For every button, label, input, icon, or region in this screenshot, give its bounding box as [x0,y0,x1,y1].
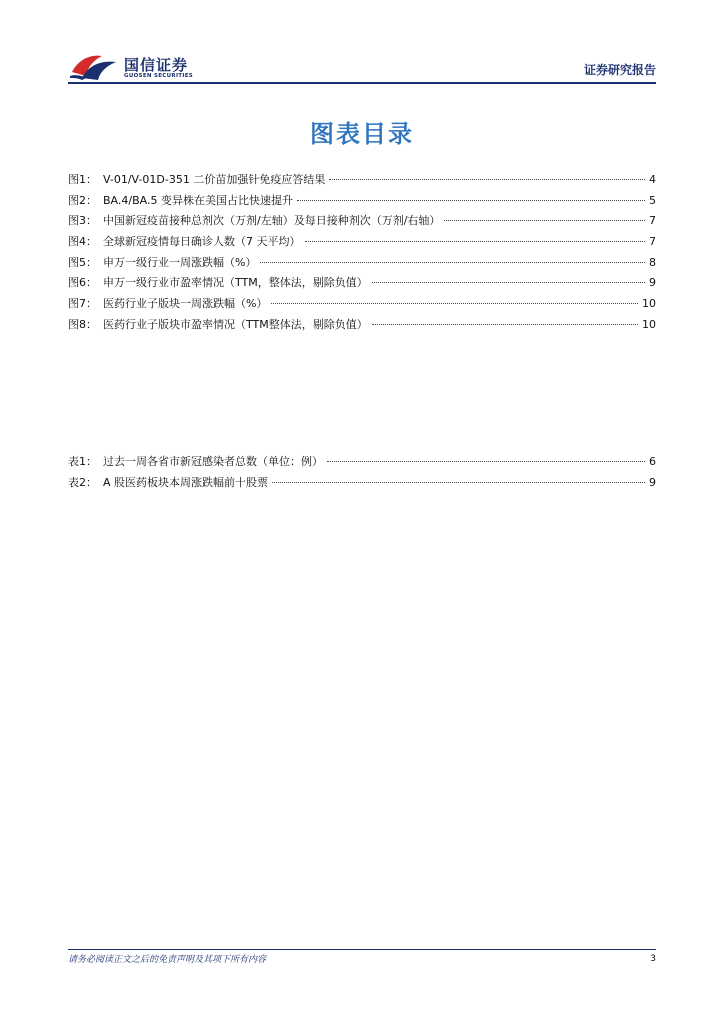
logo-english-name: GUOSEN SECURITIES [124,73,194,79]
toc-leader-dots [372,281,645,283]
toc-entry-label: 图6： [68,276,97,290]
toc-entry[interactable] [68,253,656,274]
toc-entry[interactable] [68,232,656,253]
toc-entry-title: 医药行业子版块一周涨跌幅（%） [103,297,268,311]
toc-entry-label: 图2： [68,193,97,207]
toc-entry-title: V-01/V-01D-351 二价苗加强针免疫应答结果 [103,173,326,186]
toc-entry-title: 中国新冠疫苗接种总剂次（万剂/左轴）及每日接种剂次（万剂/右轴） [103,214,441,228]
toc-entry[interactable] [68,315,656,336]
toc-entry-title: 医药行业子版块市盈率情况（TTM整体法，剔除负值） [103,317,368,331]
toc-entry-title: A 股医药板块本周涨跌幅前十股票 [103,475,269,489]
toc-entry-page: 8 [649,255,656,269]
toc-entry-title: 过去一周各省市新冠感染者总数（单位：例） [103,455,323,468]
toc-entry-page: 10 [642,317,656,331]
header-divider [68,82,656,84]
figures-toc [68,170,656,336]
report-type-label: 证券研究报告 [583,63,656,77]
page-number: 3 [650,954,656,964]
toc-entry-label: 图8： [68,317,97,331]
toc-entry-page: 7 [649,214,656,228]
footer-disclaimer: 请务必阅读正文之后的免责声明及其项下所有内容 [68,955,267,965]
toc-entry-page: 7 [649,235,656,249]
toc-leader-dots [271,302,638,304]
toc-entry-label: 表2： [68,475,97,489]
toc-entry-title: 申万一级行业市盈率情况（TTM，整体法，剔除负值） [103,276,368,290]
toc-entry[interactable] [68,191,656,212]
toc-entry-page: 9 [649,475,656,489]
toc-leader-dots [260,261,645,263]
logo-chinese-name: 国信证券 [124,56,189,74]
toc-entry-page: 5 [649,193,656,207]
footer-divider [68,949,656,950]
page-title: 图表目录 [310,120,414,148]
toc-entry[interactable] [68,170,656,191]
page-header [68,50,656,84]
guosen-logo [68,50,218,84]
guosen-logo-mark-icon [68,50,120,82]
toc-entry[interactable] [68,294,656,315]
toc-entry-page: 6 [649,455,656,468]
toc-entry-title: 全球新冠疫情每日确诊人数（7 天平均） [103,235,301,249]
toc-leader-dots [297,199,645,201]
toc-entry-label: 图1： [68,173,97,186]
toc-entry-title: BA.4/BA.5 变异株在美国占比快速提升 [103,193,293,207]
tables-toc [68,452,656,493]
toc-leader-dots [327,460,645,462]
toc-entry-title: 申万一级行业一周涨跌幅（%） [103,255,257,269]
toc-leader-dots [272,481,645,483]
toc-entry[interactable] [68,473,656,494]
toc-entry-label: 图7： [68,297,97,311]
toc-leader-dots [444,219,645,221]
toc-entry-label: 图4： [68,235,97,249]
toc-leader-dots [329,178,645,180]
toc-entry[interactable] [68,273,656,294]
toc-entry-label: 图3： [68,214,97,228]
toc-entry-label: 图5： [68,255,97,269]
toc-entry[interactable] [68,211,656,232]
toc-entry-label: 表1： [68,455,97,468]
toc-entry-page: 4 [649,173,656,186]
toc-leader-dots [372,323,638,325]
toc-entry-page: 10 [642,297,656,311]
toc-entry[interactable] [68,452,656,473]
toc-leader-dots [305,240,646,242]
toc-entry-page: 9 [649,276,656,290]
